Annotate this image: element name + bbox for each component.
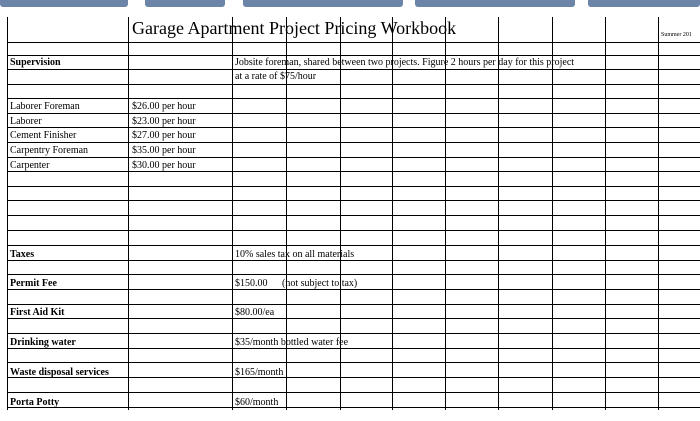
- carpenter-rate: $30.00 per hour: [132, 160, 196, 171]
- grid-column-line: [340, 17, 341, 410]
- grid-column-line: [232, 17, 233, 410]
- grid-row-line: [7, 84, 700, 85]
- taxes-label: Taxes: [10, 249, 35, 260]
- grid-row-line: [7, 215, 700, 216]
- supervision-label: Supervision: [10, 57, 61, 68]
- grid-column-line: [128, 17, 129, 410]
- grid-column-line: [445, 17, 446, 410]
- grid-row-line: [7, 142, 700, 143]
- grid-row-line: [7, 171, 700, 172]
- carpenter-label: Carpenter: [10, 160, 50, 171]
- carpentry-foreman-rate: $35.00 per hour: [132, 145, 196, 156]
- grid-row-line: [7, 377, 700, 378]
- grid-column-line: [605, 17, 606, 410]
- grid-row-line: [7, 42, 700, 43]
- grid-row-line: [7, 127, 700, 128]
- first-aid-value: $80.00/ea: [235, 307, 275, 318]
- grid-column-line: [392, 17, 393, 410]
- grid-row-line: [7, 200, 700, 201]
- waste-disposal-label: Waste disposal services: [10, 367, 109, 378]
- grid-row-line: [7, 98, 700, 99]
- grid-column-line: [552, 17, 553, 410]
- drinking-water-value: $35/month bottled water fee: [235, 337, 349, 348]
- grid-row-line: [7, 55, 700, 56]
- porta-potty-value: $60/month: [235, 397, 279, 408]
- grid-column-line: [658, 17, 659, 410]
- grid-row-line: [7, 304, 700, 305]
- edition-label: Summer 201: [661, 32, 692, 38]
- grid-row-line: [7, 407, 700, 408]
- grid-row-line: [7, 362, 700, 363]
- grid-row-line: [7, 392, 700, 393]
- grid-row-line: [7, 157, 700, 158]
- grid-row-line: [7, 69, 700, 70]
- permit-fee-label: Permit Fee: [10, 278, 57, 289]
- first-aid-label: First Aid Kit: [10, 307, 65, 318]
- supervision-note-line1: Jobsite foreman, shared between two projects. Figure 2 hours per day for this project: [235, 57, 575, 68]
- grid-row-line: [7, 186, 700, 187]
- permit-fee-value: $150.00: [235, 278, 268, 289]
- laborer-label: Laborer: [10, 116, 42, 127]
- cement-finisher-rate: $27.00 per hour: [132, 130, 196, 141]
- laborer-foreman-rate: $26.00 per hour: [132, 101, 196, 112]
- workbook-title: Garage Apartment Project Pricing Workbook: [132, 18, 457, 38]
- grid-row-line: [7, 274, 700, 275]
- laborer-rate: $23.00 per hour: [132, 116, 196, 127]
- permit-fee-note: (not subject to tax): [282, 278, 358, 289]
- laborer-foreman-label: Laborer Foreman: [10, 101, 80, 112]
- grid-column-line: [498, 17, 499, 410]
- grid-row-line: [7, 348, 700, 349]
- grid-row-line: [7, 113, 700, 114]
- supervision-note-line2: at a rate of $75/hour: [235, 71, 317, 82]
- taxes-note: 10% sales tax on all materials: [235, 249, 355, 260]
- cement-finisher-label: Cement Finisher: [10, 130, 77, 141]
- drinking-water-label: Drinking water: [10, 337, 76, 348]
- grid-row-line: [7, 318, 700, 319]
- grid-column-line: [7, 17, 8, 410]
- grid-row-line: [7, 333, 700, 334]
- carpentry-foreman-label: Carpentry Foreman: [10, 145, 89, 156]
- porta-potty-label: Porta Potty: [10, 397, 60, 408]
- grid-row-line: [7, 245, 700, 246]
- grid-row-line: [7, 230, 700, 231]
- waste-disposal-value: $165/month: [235, 367, 284, 378]
